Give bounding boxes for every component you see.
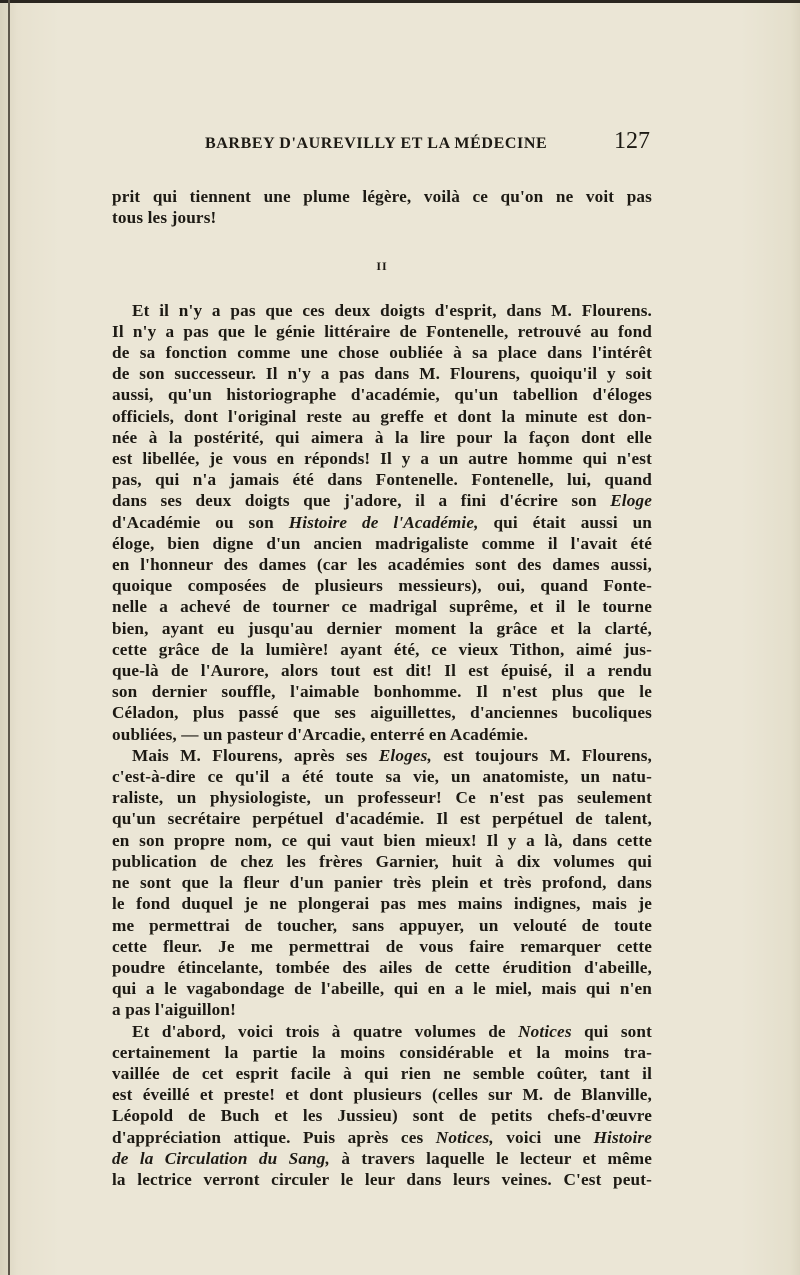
text-line: Céladon, plus passé que ses aiguillettes, d'anciennes bucoliques [112,703,652,723]
text-line: a pas l'aiguillon! [112,1000,237,1020]
text-line: de son successeur. Il n'y a pas dans M. Flourens, quoiqu'il y soit [112,364,652,384]
text-line: tous les jours! [112,208,217,228]
text-line: née à la postérité, qui aimera à la lire pour la façon dont elle [112,427,652,447]
text-line: Léopold de Buch et les Jussieu) sont de petits chefs-d'œuvre [112,1106,652,1126]
text-line: est libellée, je vous en réponds! Il y a un autre homme qui n'est [112,449,652,469]
text-line: oubliées, — un pasteur d'Arcadie, enterré en Académie. [112,724,529,744]
text-line: vaillée de cet esprit facile à qui rien ne semble coûter, tant il [112,1063,652,1083]
text-line: Et il n'y a pas que ces deux doigts d'esprit, dans M. Flourens. [132,300,652,320]
text-line: raliste, un physiologiste, un professeur! Ce n'est pas seulement [112,788,652,808]
text-segment: d'appréciation attique. Puis après ces [112,1127,424,1147]
text-line: officiels, dont l'original reste au greffe et dont la minute est don- [112,406,652,426]
text-line: prit qui tiennent une plume légère, voilà ce qu'on ne voit pas [112,187,652,206]
text-line: pas, qui n'a jamais été dans Fontenelle. Fontenelle, lui, quand [112,470,652,490]
body-text [112,186,652,1190]
text-line: qui a le vagabondage de l'abeille, qui en a le miel, mais qui n'en [112,979,652,999]
section-number: II [376,259,388,274]
text-line: poudre étincelante, tombée des ailes de cette érudition d'abeille, [112,957,652,977]
text-line: en son propre nom, ce qui vaut bien mieux! Il y a là, dans cette [112,830,652,850]
text-line: qu'un secrétaire perpétuel d'académie. Il est perpétuel de talent, [112,809,652,829]
text-line: bien, ayant eu jusqu'au dernier moment la grâce et la clarté, [112,618,652,638]
italic-title: Histoire de l'Académie, [288,512,479,532]
italic-title: Eloge [610,491,652,511]
text-line: certainement la partie la moins considérable et la moins tra- [112,1042,652,1062]
text-line [112,512,652,533]
text-line [112,490,652,511]
running-header [205,128,650,158]
text-line: quoique composées de plusieurs messieurs), oui, quand Fonte- [112,576,652,596]
text-line [112,1127,652,1148]
text-segment: qui sont [584,1021,652,1041]
text-line: aussi, qu'un historiographe d'académie, qu'un tabellion d'éloges [112,385,652,405]
text-line: en l'honneur des dames (car les académies sont des dames aussi, [112,555,652,575]
text-line: c'est-à-dire ce qu'il a été toute sa vie, un anatomiste, un natu- [112,767,652,787]
text-line: me permettrai de toucher, sans appuyer, un velouté de toute [112,915,652,935]
text-segment: dans ses deux doigts que j'adore, il a fini d'écrire son [112,491,597,511]
text-segment: Mais M. Flourens, après ses [132,745,368,765]
italic-title: Notices [518,1021,572,1041]
text-line: que-là de l'Aurore, alors tout est dit! Il est épuisé, il a rendu [112,661,652,681]
text-line: cette fleur. Je me permettrai de vous faire remarquer cette [112,936,652,956]
text-segment: d'Académie ou son [112,512,274,532]
italic-title: Eloges, [378,745,432,765]
text-line: publication de chez les frères Garnier, huit à dix volumes qui [112,851,652,871]
text-segment: voici une [506,1127,582,1147]
italic-title: de la Circulation du Sang, [112,1148,331,1168]
text-line: Il n'y a pas que le génie littéraire de Fontenelle, retrouvé au fond [112,321,652,341]
text-line: la lectrice verront circuler le leur dans leurs veines. C'est peut- [112,1169,652,1189]
text-line: de sa fonction comme une chose oubliée à sa place dans l'intérêt [112,343,652,363]
text-line: le fond duquel je ne plongerai pas mes mains indignes, mais je [112,894,652,914]
text-segment: à travers laquelle le lecteur et même [341,1148,652,1168]
text-line [112,1148,652,1169]
page-number: 127 [614,128,650,154]
italic-title: Notices, [435,1127,494,1147]
text-segment: est toujours M. Flourens, [443,745,652,765]
text-line: cette grâce de la lumière! ayant été, ce vieux Tithon, aimé jus- [112,639,652,659]
text-line [112,745,652,766]
text-line: est éveillé et preste! et dont plusieurs (celles sur M. de Blanville, [112,1085,652,1105]
running-title: BARBEY D'AUREVILLY ET LA MÉDECINE [205,135,548,152]
text-segment: qui était aussi un [493,512,653,532]
top-edge-rule [0,0,800,3]
italic-title: Histoire [593,1127,653,1147]
text-segment: Et d'abord, voici trois à quatre volumes de [132,1021,506,1041]
text-line: nelle a achevé de tourner ce madrigal suprême, et il le tourne [112,597,652,617]
text-line: ne sont que la fleur d'un panier très plein et très profond, dans [112,873,652,893]
text-line [112,1021,652,1042]
text-line: éloge, bien digne d'un ancien madrigaliste comme il l'avait été [112,533,652,553]
text-line: son dernier souffle, l'aimable bonhomme. Il n'est plus que le [112,682,652,702]
binding-edge-rule [8,0,10,1275]
